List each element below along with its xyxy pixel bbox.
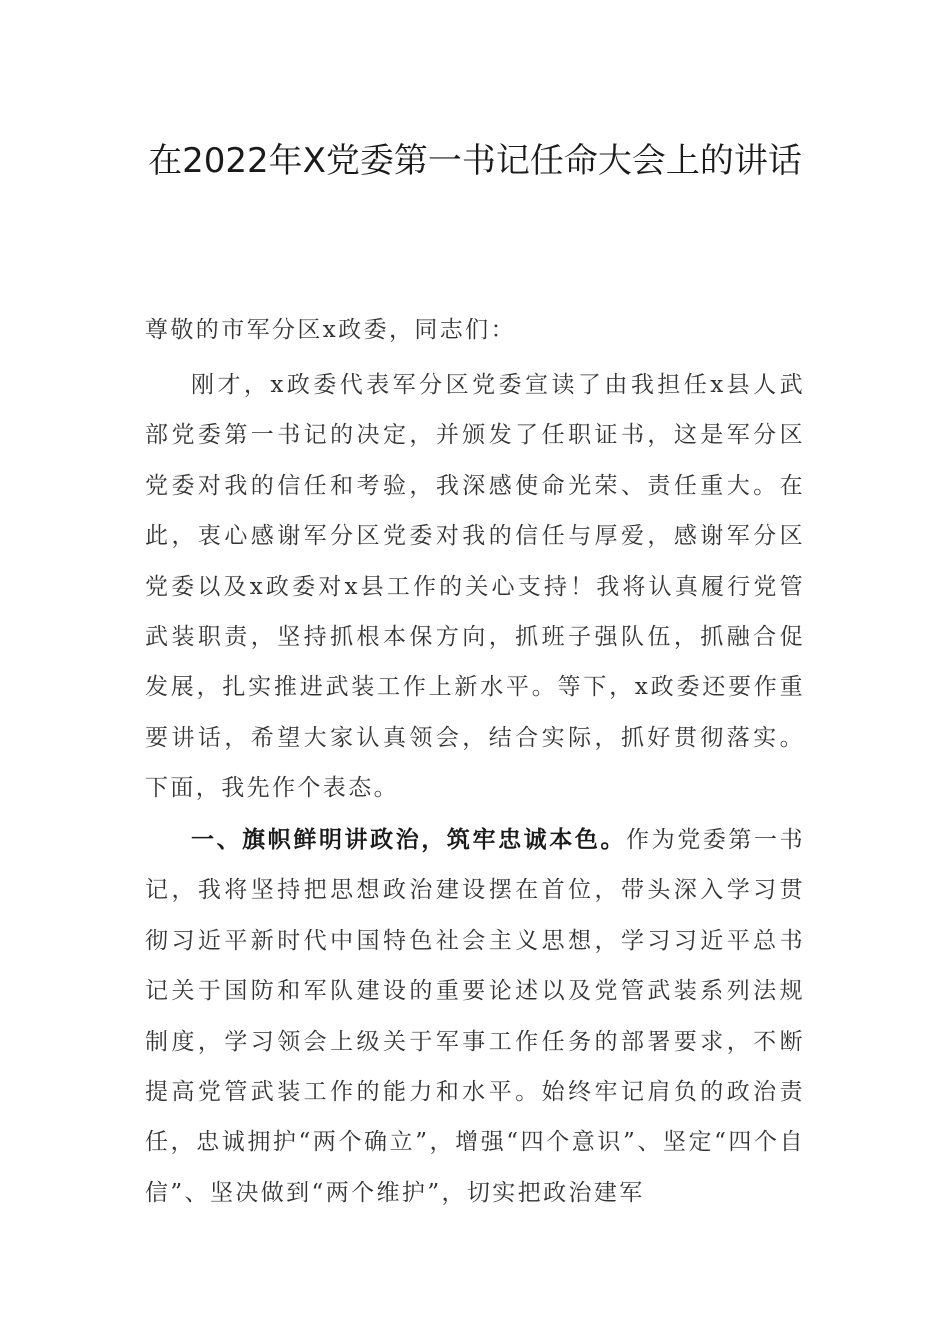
document-title: 在2022年X党委第一书记任命大会上的讲话 <box>148 141 802 181</box>
section-body: 作为党委第一书记，我将坚持把思想政治建设摆在首位，带头深入学习贯彻习近平新时代中国特色社会主义思想，学习习近平总书记关于国防和军队建设的重要论述以及党管武装系列法规制度，学习领会上级关于军事工作任务的部署要求，不断提高党管武装工作的能力和水平。始终牢记肩负的政治责任，忠诚拥护“两个确立”，增强“四个意识”、坚定“四个自信”、坚决做到“两个维护”，切实把政治建军 <box>145 827 805 1206</box>
section-heading: 一、旗帜鲜明讲政治，筑牢忠诚本色。 <box>191 826 627 853</box>
paragraph-intro: 刚才，x政委代表军分区党委宣读了由我担任x县人武部党委第一书记的决定，并颁发了任职证书，这是军分区党委对我的信任和考验，我深感使命光荣、责任重大。在此，衷心感谢军分区党委对我的信任与厚爱，感谢军分区党委以及x政委对x县工作的关心支持！我将认真履行党管武装职责，坚持抓根本保方向，抓班子强队伍，抓融合促发展，扎实推进武装工作上新水平。等下，x政委还要作重要讲话，希望大家认真领会，结合实际，抓好贯彻落实。下面，我先作个表态。 <box>145 372 805 802</box>
salutation: 尊敬的市军分区x政委，同志们： <box>145 317 516 343</box>
paragraph-section-one <box>145 815 805 1218</box>
